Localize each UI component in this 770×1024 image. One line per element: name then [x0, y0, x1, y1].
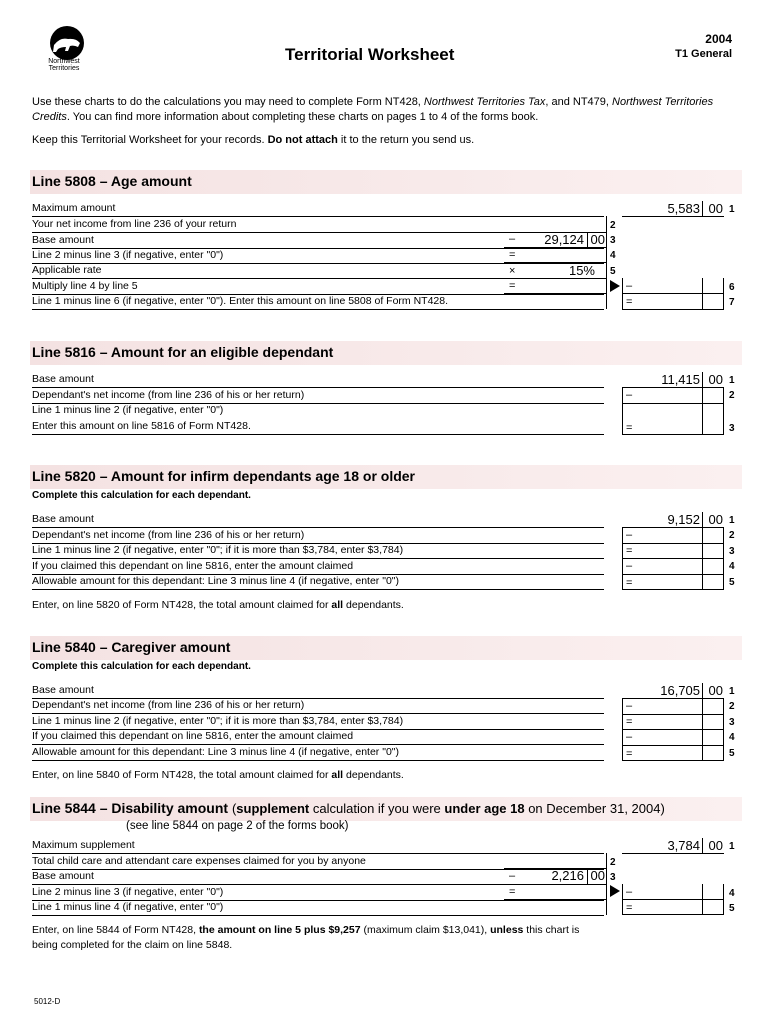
- row-5840-1: Base amount: [32, 683, 604, 699]
- row-5820-1: Base amount: [32, 512, 604, 528]
- form-code: 5012-D: [34, 997, 61, 1006]
- section-title-5816: Line 5816 – Amount for an eligible dependant: [32, 344, 334, 360]
- amount-5808-1-cents: 00: [708, 201, 723, 216]
- line-5808-1: 1: [729, 204, 735, 215]
- row-5820-4: If you claimed this dependant on line 5816, enter the amount claimed: [32, 559, 604, 575]
- amount-5808-3-dollars: 29,124: [544, 232, 584, 247]
- subtitle-5820: Complete this calculation for each dependant.: [32, 490, 251, 501]
- row-5808-7: Line 1 minus line 6 (if negative, enter "0"). Enter this amount on line 5808 of Form NT428.: [32, 294, 604, 310]
- arrow-icon: [610, 280, 620, 292]
- row-5808-4: Line 2 minus line 3 (if negative, enter "0"): [32, 248, 604, 264]
- amount-5816-1-dollars: 11,415: [661, 372, 700, 387]
- row-5844-1: Maximum supplement: [32, 838, 604, 854]
- row-5844-3: Base amount: [32, 869, 604, 885]
- row-5816-3: Line 1 minus line 2 (if negative, enter "0"): [32, 404, 224, 416]
- row-5820-5: Allowable amount for this dependant: Line 3 minus line 4 (if negative, enter "0"): [32, 574, 604, 590]
- row-5808-2: Your net income from line 236 of your return: [32, 217, 604, 233]
- row-5840-2: Dependant's net income (from line 236 of his or her return): [32, 698, 604, 714]
- op-equals-5808-4: =: [509, 249, 516, 261]
- op-equals-5808-6: =: [509, 280, 516, 292]
- amount-5820-1-cents: 00: [708, 512, 723, 527]
- row-5816-1: Base amount: [32, 372, 604, 388]
- note-5840: Enter, on line 5840 of Form NT428, the total amount claimed for all dependants.: [32, 769, 404, 781]
- amount-5844-3-cents: 00: [590, 868, 605, 883]
- rate-5808-5: 15%: [568, 263, 595, 278]
- row-5844-5: Line 1 minus line 4 (if negative, enter "0"): [32, 900, 604, 916]
- op-times-5808-5: ×: [509, 265, 516, 277]
- row-5840-3: Line 1 minus line 2 (if negative, enter "0"; if it is more than $3,784, enter $3,784): [32, 714, 604, 730]
- amount-5808-1-dollars: 5,583: [667, 201, 700, 216]
- row-5808-6: Multiply line 4 by line 5: [32, 279, 604, 295]
- note-5844: Enter, on line 5844 of Form NT428, the amount on line 5 plus $9,257 (maximum claim $13,041), unless this chart is being completed for the claim on line 5848.: [32, 924, 580, 951]
- section-title-5840: Line 5840 – Caregiver amount: [32, 639, 231, 655]
- amount-5840-1-cents: 00: [708, 683, 723, 698]
- row-5844-4: Line 2 minus line 3 (if negative, enter "0"): [32, 885, 604, 901]
- keep-notice: Keep this Territorial Worksheet for your records. Do not attach it to the return you send us.: [32, 134, 475, 146]
- amount-5808-3-cents: 00: [590, 232, 605, 247]
- subtitle-5844: (see line 5844 on page 2 of the forms book): [126, 820, 349, 832]
- amount-5844-1-dollars: 3,784: [667, 838, 700, 853]
- arrow-icon: [610, 885, 620, 897]
- row-5820-3: Line 1 minus line 2 (if negative, enter "0"; if it is more than $3,784, enter $3,784): [32, 543, 604, 559]
- row-5808-1: Maximum amount: [32, 201, 604, 217]
- amount-5844-1-cents: 00: [708, 838, 723, 853]
- section-title-5820: Line 5820 – Amount for infirm dependants age 18 or older: [32, 468, 416, 484]
- tax-year: 2004: [705, 32, 732, 46]
- amount-5840-1-dollars: 16,705: [660, 683, 700, 698]
- row-5820-2: Dependant's net income (from line 236 of his or her return): [32, 528, 604, 544]
- note-5820: Enter, on line 5820 of Form NT428, the total amount claimed for all dependants.: [32, 599, 404, 611]
- logo-text: Northwest Territories: [48, 58, 80, 72]
- section-title-5844: Line 5844 – Disability amount (supplement calculation if you were under age 18 on December 31, 2004): [32, 800, 665, 816]
- intro-paragraph: Use these charts to do the calculations you may need to complete Form NT428, Northwest Territories Tax, and NT479, Northwest Territories Credits. You can find more information about completing these charts on pages 1 to 4 of the forms book.: [32, 96, 714, 123]
- row-5808-5: Applicable rate: [32, 263, 604, 279]
- page-title: Territorial Worksheet: [285, 45, 455, 64]
- op-minus-5808-3: –: [509, 233, 516, 245]
- amount-5816-1-cents: 00: [708, 372, 723, 387]
- row-5840-4: If you claimed this dependant on line 5816, enter the amount claimed: [32, 729, 604, 745]
- row-5816-4: Enter this amount on line 5816 of Form NT428.: [32, 419, 604, 435]
- amount-5844-3-dollars: 2,216: [551, 868, 584, 883]
- form-type: T1 General: [675, 48, 732, 60]
- section-title-5808: Line 5808 – Age amount: [32, 173, 192, 189]
- row-5844-2: Total child care and attendant care expenses claimed for you by anyone: [32, 854, 604, 870]
- subtitle-5840: Complete this calculation for each dependant.: [32, 661, 251, 672]
- amount-5820-1-dollars: 9,152: [667, 512, 700, 527]
- row-5808-3: Base amount: [32, 233, 604, 249]
- row-5816-2: Dependant's net income (from line 236 of his or her return): [32, 388, 604, 404]
- row-5840-5: Allowable amount for this dependant: Line 3 minus line 4 (if negative, enter "0"): [32, 745, 604, 761]
